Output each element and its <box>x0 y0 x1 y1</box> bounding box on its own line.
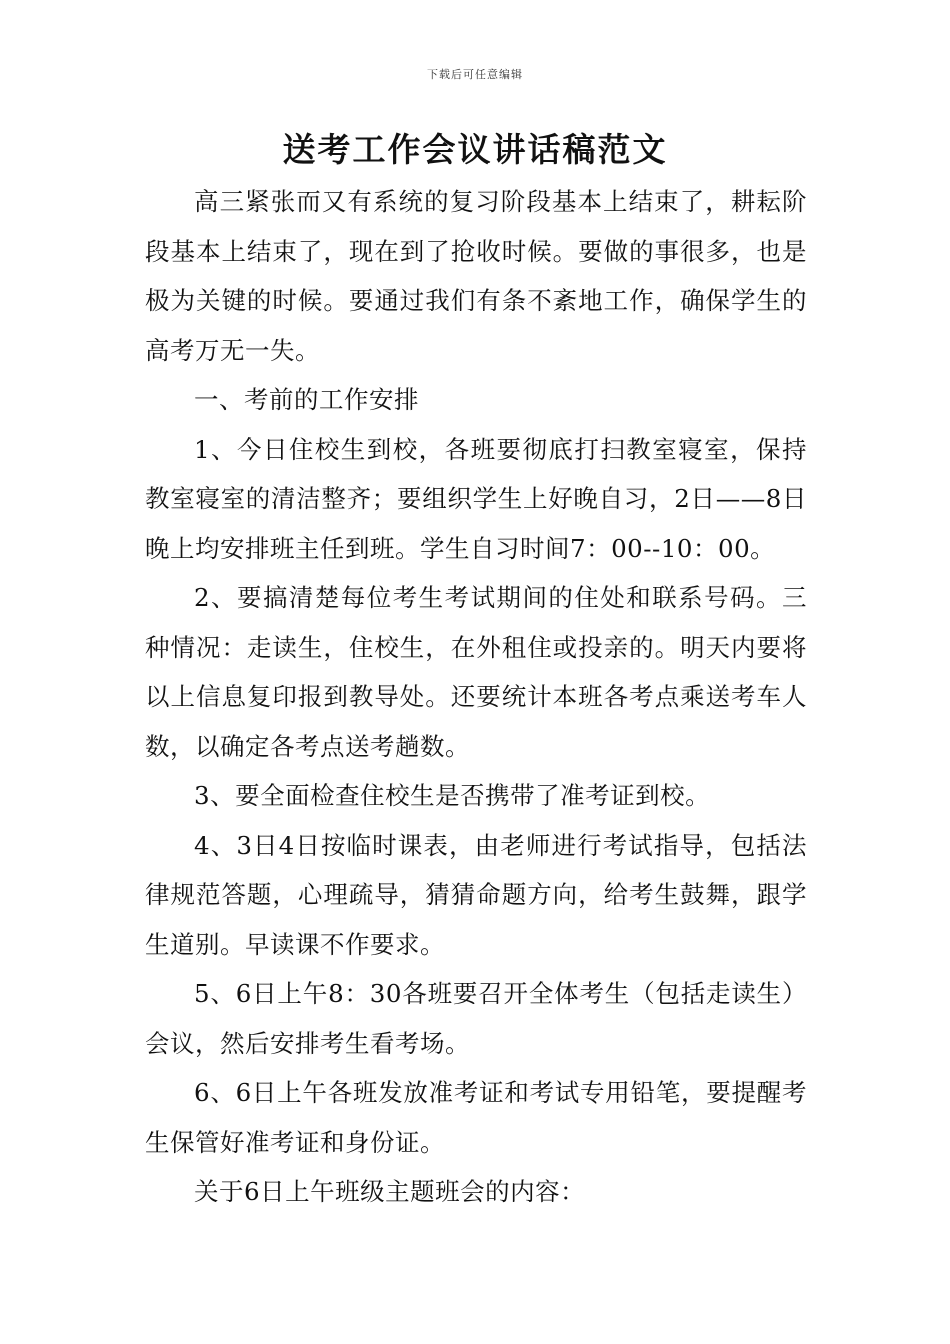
paragraph-item-4: 4、3日4日按临时课表，由老师进行考试指导，包括法律规范答题，心理疏导，猜猜命题方向，给考生鼓舞，跟学生道别。早读课不作要求。 <box>145 830 807 959</box>
section-heading: 一、考前的工作安排 <box>194 385 419 414</box>
paragraph-item-2: 2、要搞清楚每位考生考试期间的住处和联系号码。三种情况：走读生，住校生，在外租住或投亲的。明天内要将以上信息复印报到教导处。还要统计本班各考点乘送考车人数，以确定各考点送考趟数。 <box>145 583 807 761</box>
document-body <box>145 177 807 1217</box>
paragraph-item-5: 5、6日上午8：30各班要召开全体考生（包括走读生）会议，然后安排考生看考场。 <box>145 979 807 1058</box>
header-note: 下载后可任意编辑 <box>427 68 523 81</box>
paragraph-class-meeting: 关于6日上午班级主题班会的内容： <box>194 1177 586 1206</box>
paragraph-item-3: 3、要全面检查住校生是否携带了准考证到校。 <box>194 781 711 810</box>
paragraph-item-1: 1、今日住校生到校，各班要彻底打扫教室寝室，保持教室寝室的清洁整齐；要组织学生上好晚自习，2日——8日晚上均安排班主任到班。学生自习时间7：00--10：00。 <box>145 434 807 563</box>
paragraph-item-6: 6、6日上午各班发放准考证和考试专用铅笔，要提醒考生保管好准考证和身份证。 <box>145 1078 807 1157</box>
paragraph-intro: 高三紧张而又有系统的复习阶段基本上结束了，耕耘阶段基本上结束了，现在到了抢收时候。要做的事很多，也是极为关键的时候。要通过我们有条不紊地工作，确保学生的高考万无一失。 <box>145 187 807 365</box>
document-title: 送考工作会议讲话稿范文 <box>282 130 668 169</box>
